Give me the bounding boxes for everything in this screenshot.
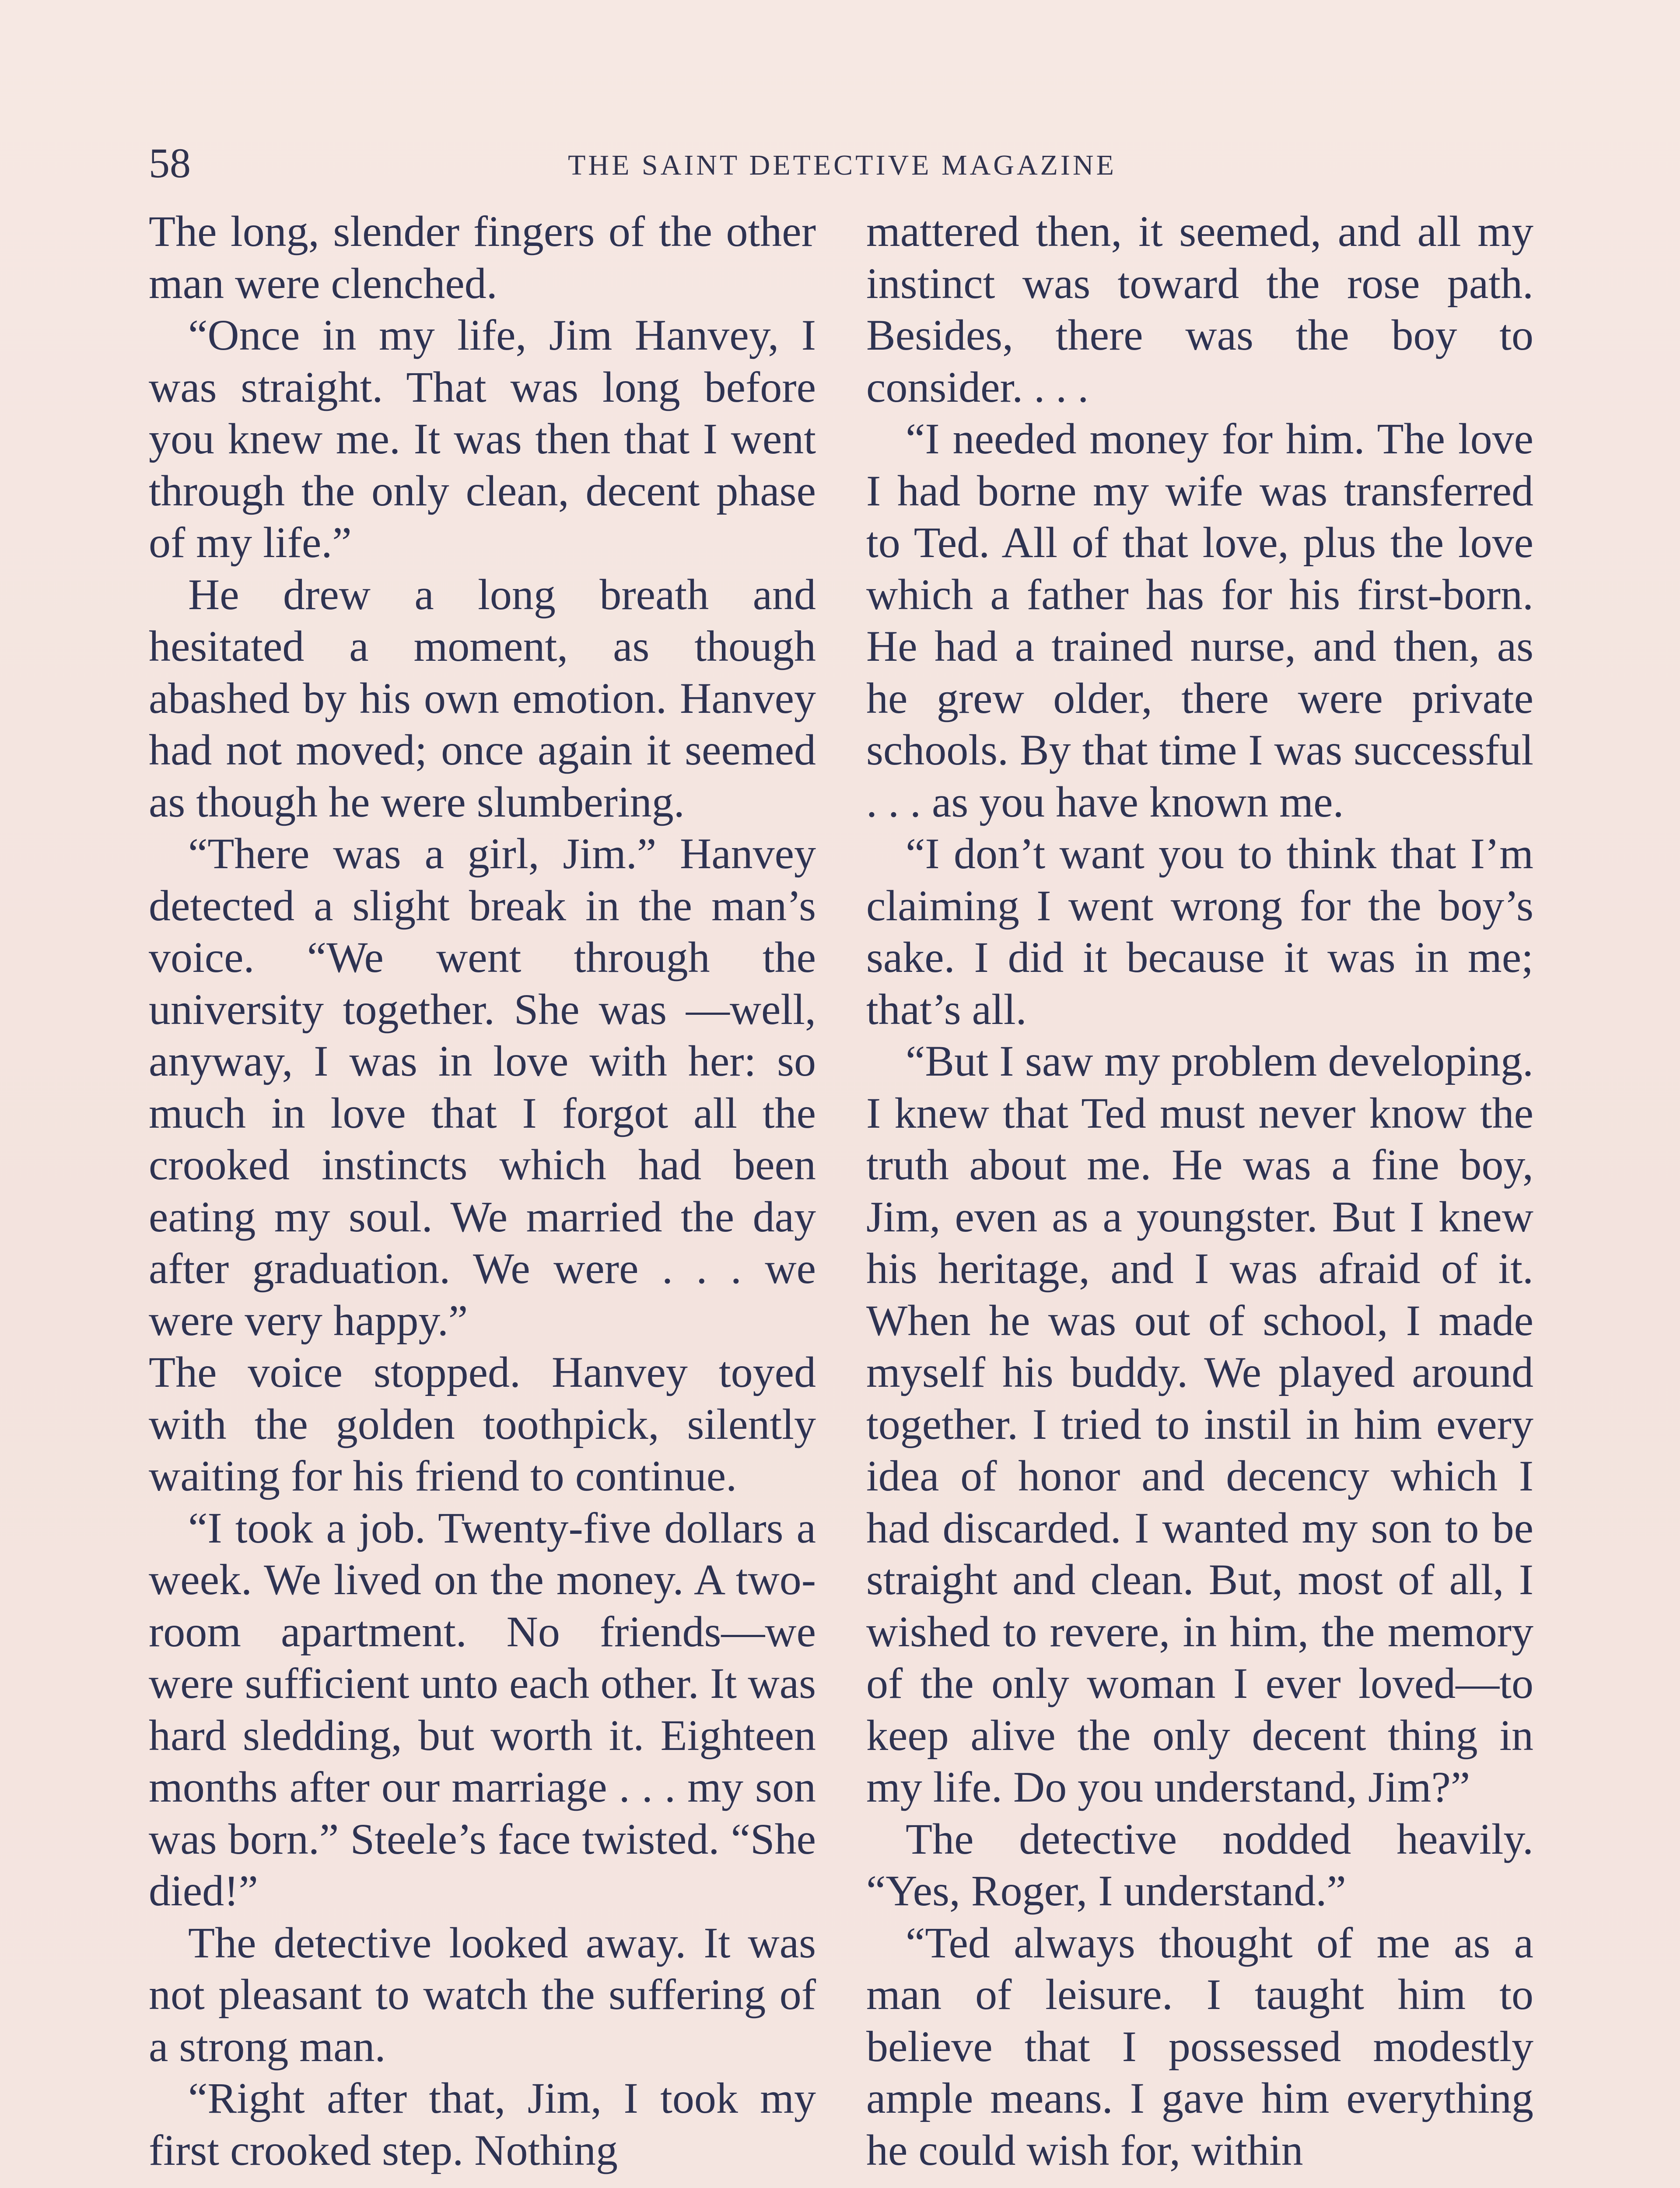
paragraph: The voice stopped. Hanvey toyed with the golden toothpick, silently waiting for his friend to continue.: [149, 1348, 816, 1500]
paragraph: “Once in my life, Jim Hanvey, I was straight. That was long before you knew me. It was then that I went through the only clean, decent phase of my life.”: [149, 311, 816, 567]
running-title: THE SAINT DETECTIVE MAGAZINE: [568, 149, 1116, 181]
page-header: [149, 139, 1536, 187]
paragraph: “But I saw my problem developing. I knew that Ted must never know the truth about me. He was a fine boy, Jim, even as a youngster. But I knew his heritage, and I was afraid of it. When he was out of school, I made myself his buddy. We played around together. I tried to instil in him every idea of honor and decency which I had discarded. I wanted my son to be straight and clean. But, most of all, I wished to revere, in him, the memory of the only woman I ever loved—to keep alive the only decent thing in my life. Do you understand, Jim?”: [866, 1037, 1533, 1811]
paragraph: “Right after that, Jim, I took my first crooked step. Nothing: [149, 2074, 816, 2174]
paragraph: “I took a job. Twenty-five dollars a week. We lived on the money. A two-room apartment. No friends—we were sufficient unto each other. It was hard sledding, but worth it. Eighteen months after our marriage . . . my son was born.” Steele’s face twisted. “She died!”: [149, 1503, 816, 1915]
paragraph: The long, slender fingers of the other man were clenched.: [149, 207, 816, 308]
paragraph: The detective nodded heavily. “Yes, Roger, I understand.”: [866, 1814, 1533, 1915]
text-column-left: [149, 206, 816, 2176]
paragraph: “There was a girl, Jim.” Hanvey detected a slight break in the man’s voice. “We went through the university together. She was —well, anyway, I was in love with her: so much in love that I forgot all the crooked instincts which had been eating my soul. We married the day after graduation. We were . . . we were very happy.”: [149, 829, 816, 1345]
paragraph: mattered then, it seemed, and all my instinct was toward the rose path. Besides, there was the boy to consider. . . .: [866, 207, 1533, 411]
paragraph: “I don’t want you to think that I’m claiming I went wrong for the boy’s sake. I did it because it was in me; that’s all.: [866, 829, 1533, 1034]
page-number: 58: [149, 140, 191, 186]
paragraph: The detective looked away. It was not pleasant to watch the suffering of a strong man.: [149, 1918, 816, 2071]
paragraph: “I needed money for him. The love I had borne my wife was transferred to Ted. All of that love, plus the love which a father has for his first-born. He had a trained nurse, and then, as he grew older, there were private schools. By that time I was successful . . . as you have known me.: [866, 414, 1533, 826]
paragraph: “Ted always thought of me as a man of leisure. I taught him to believe that I possessed modestly ample means. I gave him everything he could wish for, within: [866, 1918, 1533, 2174]
text-column-right: [866, 206, 1533, 2176]
paragraph: He drew a long breath and hesitated a moment, as though abashed by his own emotion. Hanvey had not moved; once again it seemed as though he were slumbering.: [149, 570, 816, 826]
